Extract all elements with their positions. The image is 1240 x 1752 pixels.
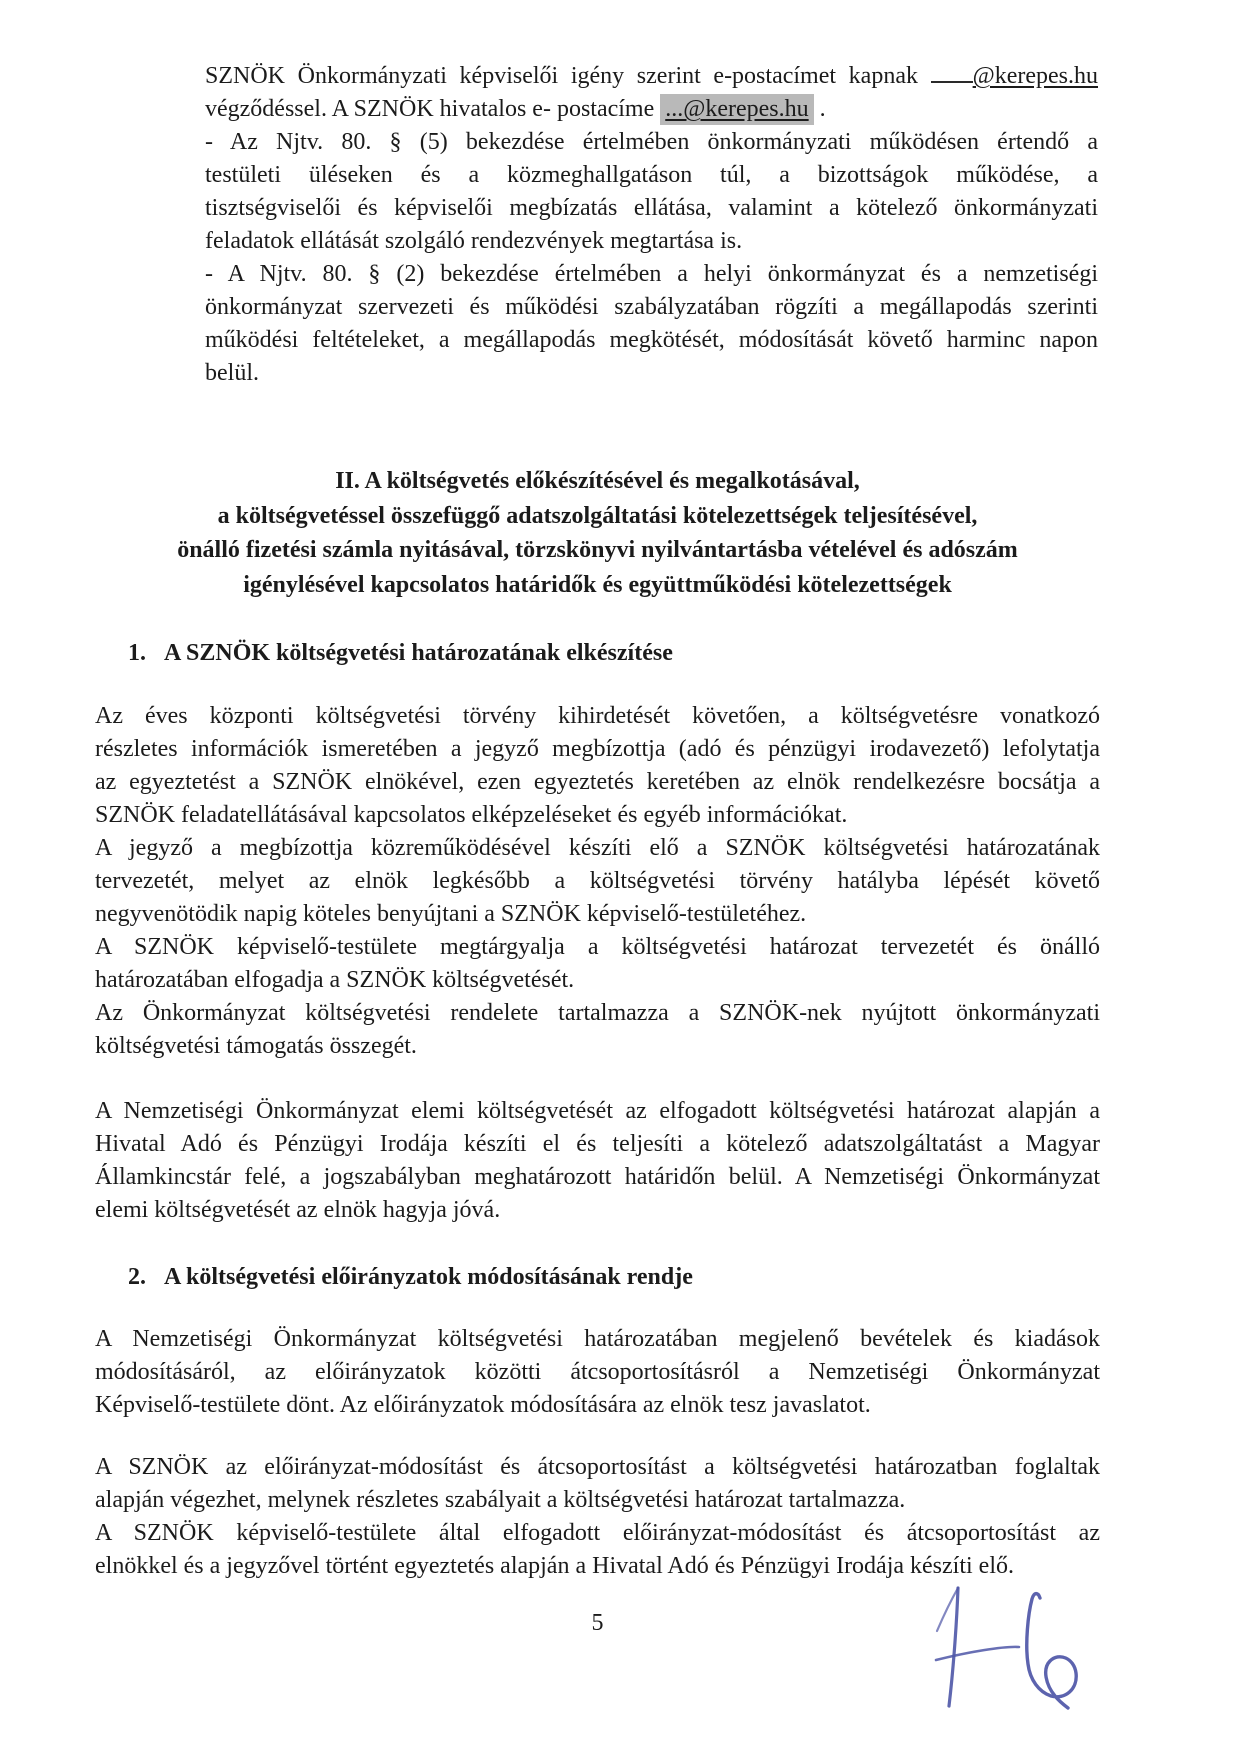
paragraph-annual-budget-law xyxy=(95,700,1100,832)
page-number: 5 xyxy=(591,1610,604,1636)
official-email-highlighted: ...@kerepes.hu xyxy=(660,94,813,125)
intro-block xyxy=(205,57,1098,390)
text-line: az egyeztetést a SZNÖK elnökével, ezen egyeztetés keretében az elnök rendelkezésre bocsátja a xyxy=(95,769,1100,795)
paragraph-elementary-budget xyxy=(95,1095,1100,1227)
text-line: belül. xyxy=(205,360,259,386)
text-line: Az Önkormányzat költségvetési rendelete tartalmazza a SZNÖK-nek nyújtott önkormányzati xyxy=(95,1000,1100,1026)
paragraph-reallocation-rules xyxy=(95,1451,1100,1517)
text-line: határozatában elfogadja a SZNÖK költségvetését. xyxy=(95,967,575,993)
text-line: A Nemzetiségi Önkormányzat elemi költségvetését az elfogadott költségvetési határozat alapján a xyxy=(95,1098,1100,1124)
paragraph-njtv-80-2 xyxy=(205,258,1098,390)
text-line: tervezetét, melyet az elnök legkésőbb a költségvetési törvény hatályba lépését követő xyxy=(95,868,1100,894)
paragraph-email-addresses xyxy=(205,57,1098,126)
text-line: A SZNÖK képviselő-testülete által elfogadott előirányzat-módosítást és átcsoportosítást az xyxy=(95,1520,1100,1546)
paragraph-appropriation-changes xyxy=(95,1323,1100,1422)
text-line: Az éves központi költségvetési törvény kihirdetését követően, a költségvetésre vonatkozó xyxy=(95,703,1100,729)
subsection-1-heading xyxy=(128,637,673,670)
text-line: igénylésével kapcsolatos határidők és együttműködési kötelezettségek xyxy=(243,571,952,598)
paragraph-municipal-decree xyxy=(95,997,1100,1063)
subsection-1-title: A SZNÖK költségvetési határozatának elkészítése xyxy=(164,640,673,666)
text-line: A SZNÖK képviselő-testülete megtárgyalja a költségvetési határozat tervezetét és önálló xyxy=(95,934,1100,960)
text-line: működési feltételeket, a megállapodás megkötését, módosítását követő harminc napon xyxy=(205,327,1098,353)
text-line: II. A költségvetés előkészítésével és megalkotásával, xyxy=(335,468,860,494)
text-line xyxy=(205,93,1098,126)
text-line: Képviselő-testülete dönt. Az előirányzatok módosítására az elnök tesz javaslatot. xyxy=(95,1392,871,1418)
email-line2-text: végződéssel. A SZNÖK hivatalos e- postacíme xyxy=(205,96,655,122)
text-line: feladatok ellátását szolgáló rendezvények megtartása is. xyxy=(205,228,743,254)
section-ii-heading xyxy=(95,464,1100,602)
subsection-1-number: 1. xyxy=(128,640,146,666)
text-line xyxy=(205,57,1098,93)
text-line: önálló fizetési számla nyitásával, törzskönyvi nyilvántartásba vételével és adószám xyxy=(177,537,1018,563)
text-line: a költségvetéssel összefüggő adatszolgáltatási kötelezettségek teljesítésével, xyxy=(217,502,978,529)
text-line: elemi költségvetését az elnök hagyja jóvá. xyxy=(95,1197,501,1223)
text-line: SZNÖK feladatellátásával kapcsolatos elképzeléseket és egyéb információkat. xyxy=(95,802,848,828)
sentence-period: . xyxy=(819,96,826,122)
text-line: Hivatal Adó és Pénzügyi Irodája készíti el és teljesíti a kötelező adatszolgáltatást a Magyar xyxy=(95,1131,1100,1157)
paragraph-board-adoption xyxy=(95,931,1100,997)
paragraph-notary-draft xyxy=(95,832,1100,931)
text-line: tisztségviselői és képviselői megbízatás ellátása, valamint a kötelező önkormányzati xyxy=(205,195,1098,221)
subsection-2-title: A költségvetési előirányzatok módosításának rendje xyxy=(164,1264,693,1290)
text-line: Államkincstár felé, a jogszabályban meghatározott határidőn belül. A Nemzetiségi Önkormányzat xyxy=(95,1164,1100,1190)
text-line: negyvenötödik napig köteles benyújtani a SZNÖK képviselő-testületéhez. xyxy=(95,901,807,927)
text-line: A SZNÖK az előirányzat-módosítást és átcsoportosítást a költségvetési határozatban foglaltak xyxy=(95,1454,1100,1480)
email-line1-text: SZNÖK Önkormányzati képviselői igény szerint e-postacímet kapnak xyxy=(205,63,918,89)
text-line: alapján végezhet, melynek részletes szabályait a költségvetési határozat tartalmazza. xyxy=(95,1487,906,1513)
paragraph-njtv-80-5 xyxy=(205,126,1098,258)
appropriation-paragraphs xyxy=(95,1451,1100,1583)
email-suffix: @kerepes.hu xyxy=(972,63,1098,89)
text-line: módosításáról, az előirányzatok közötti átcsoportosításról a Nemzetiségi Önkormányzat xyxy=(95,1359,1100,1385)
text-line: A jegyző a megbízottja közreműködésével készíti elő a SZNÖK költségvetési határozatának xyxy=(95,835,1100,861)
blank-underline xyxy=(931,57,973,83)
handwritten-signature xyxy=(912,1568,1107,1738)
text-line: testületi üléseken és a közmeghallgatáson túl, a bizottságok működése, a xyxy=(205,162,1098,188)
text-line: - Az Njtv. 80. § (5) bekezdése értelmében önkormányzati működésen értendő a xyxy=(205,129,1098,155)
text-line: elnökkel és a jegyzővel történt egyeztetés alapján a Hivatal Adó és Pénzügyi Irodája készíti elő. xyxy=(95,1553,1014,1579)
text-line: önkormányzat szervezeti és működési szabályzatában rögzíti a megállapodás szerinti xyxy=(205,294,1098,320)
subsection-2-number: 2. xyxy=(128,1264,146,1290)
subsection-2-heading xyxy=(128,1261,693,1294)
text-line: költségvetési támogatás összegét. xyxy=(95,1033,417,1059)
text-line: - A Njtv. 80. § (2) bekezdése értelmében a helyi önkormányzat és a nemzetiségi xyxy=(205,261,1098,287)
budget-resolution-paragraphs xyxy=(95,700,1100,1063)
text-line: A Nemzetiségi Önkormányzat költségvetési határozatában megjelenő bevételek és kiadások xyxy=(95,1326,1100,1352)
text-line: részletes információk ismeretében a jegyző megbízottja (adó és pénzügyi irodavezető) lefolytatja xyxy=(95,736,1100,762)
